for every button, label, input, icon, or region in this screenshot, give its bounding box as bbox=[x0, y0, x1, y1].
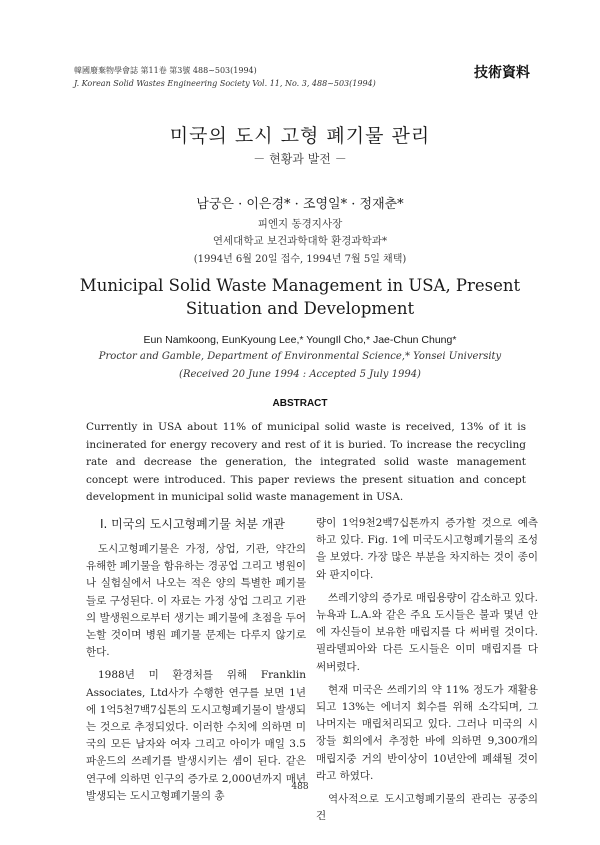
received-date-english: (Received 20 June 1994 : Accepted 5 July 1994) bbox=[179, 369, 421, 380]
body-paragraph: 현재 미국은 쓰레기의 약 11% 정도가 재활용되고 13%는 에너지 회수를 위해 소각되며, 그 나머지는 매립처리되고 있다. 그러나 미국의 시장들 회의에서 추정한 바에 의하면 9,300개의 매립지중 거의 반이상이 10년안에 폐쇄될 것이라고 하였다. bbox=[316, 683, 538, 782]
article-category: 技術資料 bbox=[474, 65, 530, 81]
abstract-heading: ABSTRACT bbox=[272, 398, 328, 409]
affiliation-korean-2: 연세대학교 보건과학대학 환경과학과* bbox=[212, 235, 388, 247]
section-heading: I. 미국의 도시고형폐기물 처분 개관 bbox=[100, 517, 285, 531]
body-column-left bbox=[86, 515, 306, 811]
affiliation-korean-1: 피엔지 동경지사장 bbox=[257, 218, 343, 230]
subtitle-korean: － 현황과 발전 － bbox=[253, 152, 347, 166]
authors-korean: 남궁은 · 이은경* · 조영일* · 정재춘* bbox=[196, 197, 404, 212]
body-paragraph: 역사적으로 도시고형폐기물의 관리는 공중의 건 bbox=[316, 793, 538, 823]
title-korean: 미국의 도시 고형 폐기물 관리 bbox=[169, 125, 431, 147]
affiliation-english: Proctor and Gamble, Department of Environmental Science,* Yonsei University bbox=[98, 351, 502, 362]
body-paragraph: 량이 1억9천2백7십톤까지 증가할 것으로 예측하고 있다. Fig. 1에 미국도시고형폐기물의 조성을 보였다. 가장 많은 부분을 차지하는 것이 종이와 판지이다. bbox=[316, 517, 538, 581]
journal-citation-ko: 韓國廢棄物學會誌 第11卷 第3號 488~503(1994) bbox=[74, 66, 257, 75]
journal-header bbox=[74, 64, 376, 90]
received-date-korean: (1994년 6월 20일 접수, 1994년 7월 5일 채택) bbox=[193, 254, 407, 265]
page-number: 488 bbox=[291, 782, 309, 792]
authors-english: Eun Namkoong, EunKyoung Lee,* YoungIl Cho,* Jae-Chun Chung* bbox=[143, 334, 457, 346]
title-english: Municipal Solid Waste Management in USA, Present Situation and Development bbox=[79, 276, 521, 318]
body-paragraph: 쓰레기양의 증가로 매립용량이 감소하고 있다. 뉴욕과 L.A.와 같은 주요 도시들은 불과 몇년 안에 자신들이 보유한 매립지를 다 써버릴 것이다. 필라델피아와 다른 도시들은 이미 매립지를 다 써버렸다. bbox=[316, 591, 538, 673]
body-paragraph: 도시고형폐기물은 가정, 상업, 기관, 약간의 유해한 폐기물을 함유하는 경공업 그리고 병원이나 실험실에서 나오는 적은 양의 특별한 폐기물들로 구성된다. 이 자료는 가정 상업 그리고 기관의 발생원으로부터 생기는 폐기물에 초점을 두어 논할 것이며 병원 폐기물 문제는 다루지 않기로 한다. bbox=[86, 543, 306, 659]
abstract-text: Currently in USA about 11% of municipal solid waste is received, 13% of it is incinerated for energy recovery and rest of it is buried. To increase the recycling rate and decrease the generation, the integrated solid waste management concept were introduced. This paper reviews the present situation and concept development in municipal solid waste management in USA. bbox=[86, 421, 526, 503]
journal-citation-en: J. Korean Solid Wastes Engineering Society Vol. 11, No. 3, 488~503(1994) bbox=[74, 79, 376, 88]
body-paragraph: 1988년 미 환경처를 위해 Franklin Associates, Ltd사가 수행한 연구를 보면 1년에 1억5천7백7십톤의 도시고형폐기물이 발생되는 것으로 추정되었다. 이러한 수치에 의하면 미국의 모든 남자와 여자 그리고 아이가 매일 3.5파운드의 쓰레기를 발생시키는 셈이 된다. 같은 연구에 의하면 인구의 증가로 2,000년까지 매년 발생되는 도시고형폐기물의 총 bbox=[86, 669, 306, 802]
